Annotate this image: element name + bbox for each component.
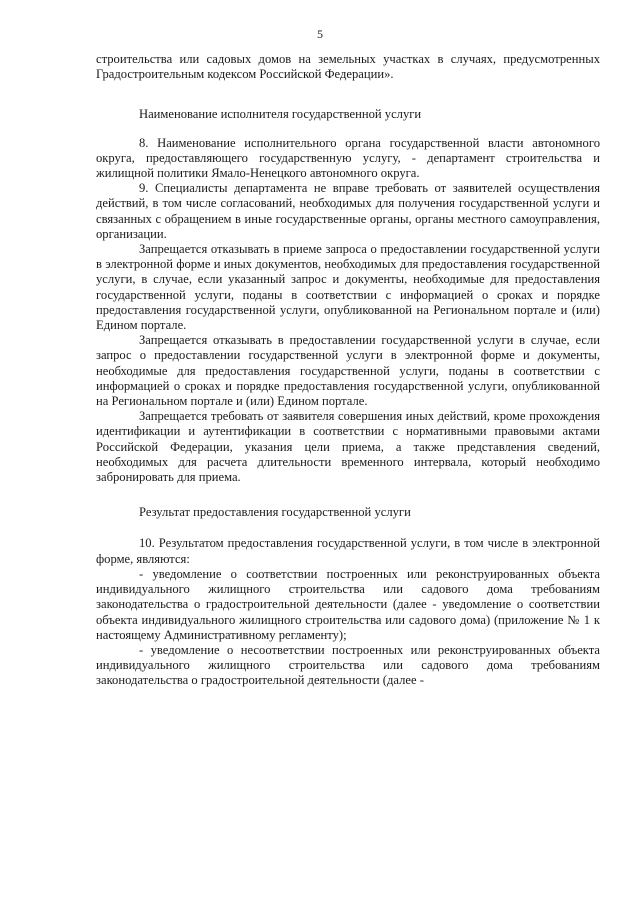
paragraph-prohibition-actions: Запрещается требовать от заявителя совершения иных действий, кроме прохождения идентификации и аутентификации в соответствии с нормативными правовыми актами Российской Федерации, указания цели приема, а также представления сведений, необходимых для расчета длительности временного интервала, который необходимо забронировать для приема. xyxy=(96,409,600,485)
list-item-compliance-notice: - уведомление о соответствии построенных или реконструированных объекта индивидуального жилищного строительства или садового дома требованиям законодательства о градостроительной деятельности (далее - уведомление о соответствии объекта индивидуального жилищного строительства или садового дома) (приложение № 1 к настоящему Административному регламенту); xyxy=(96,566,600,642)
document-body xyxy=(96,52,600,689)
section-heading-executor: Наименование исполнителя государственной услуги xyxy=(139,107,422,122)
spacer xyxy=(96,485,600,505)
spacer xyxy=(96,82,600,107)
paragraph-prohibition-refusal: Запрещается отказывать в предоставлении государственной услуги в случае, если запрос о предоставлении государственной услуги в электронной форме и документы, необходимые для предоставления государственной услуги, поданы в соответствии с информацией о сроках и порядке предоставления государственной услуги, опубликованной на Региональном портале и (или) Едином портале. xyxy=(96,333,600,409)
paragraph-continuation: строительства или садовых домов на земельных участках в случаях, предусмотренных Градостроительным кодексом Российской Федерации». xyxy=(96,52,600,82)
spacer xyxy=(96,123,600,136)
page-number: 5 xyxy=(317,27,323,41)
paragraph-item-10: 10. Результатом предоставления государственной услуги, в том числе в электронной форме, являются: xyxy=(96,536,600,566)
section-heading-result: Результат предоставления государственной услуги xyxy=(139,505,411,520)
paragraph-item-8: 8. Наименование исполнительного органа государственной власти автономного округа, предоставляющего государственную услугу, - департамент строительства и жилищной политики Ямало-Ненецкого автономного округа. xyxy=(96,135,600,181)
paragraph-prohibition-reception: Запрещается отказывать в приеме запроса о предоставлении государственной услуги в электронной форме и иных документов, необходимых для предоставления государственной услуги, в случае, если указанный запрос и документы, необходимые для предоставления государственной услуги, поданы в соответствии с информацией о сроках и порядке предоставления государственной услуги, опубликованной на Региональном портале и (или) Едином портале. xyxy=(96,242,600,333)
paragraph-item-9: 9. Специалисты департамента не вправе требовать от заявителей осуществления действий, в том числе согласований, необходимых для получения государственной услуги и связанных с обращением в иные государственные органы, органы местного самоуправления, организации. xyxy=(96,181,600,241)
spacer xyxy=(96,520,600,536)
list-item-noncompliance-notice: - уведомление о несоответствии построенных или реконструированных объекта индивидуального жилищного строительства или садового дома требованиям законодательства о градостроительной деятельности (далее - xyxy=(96,642,600,688)
